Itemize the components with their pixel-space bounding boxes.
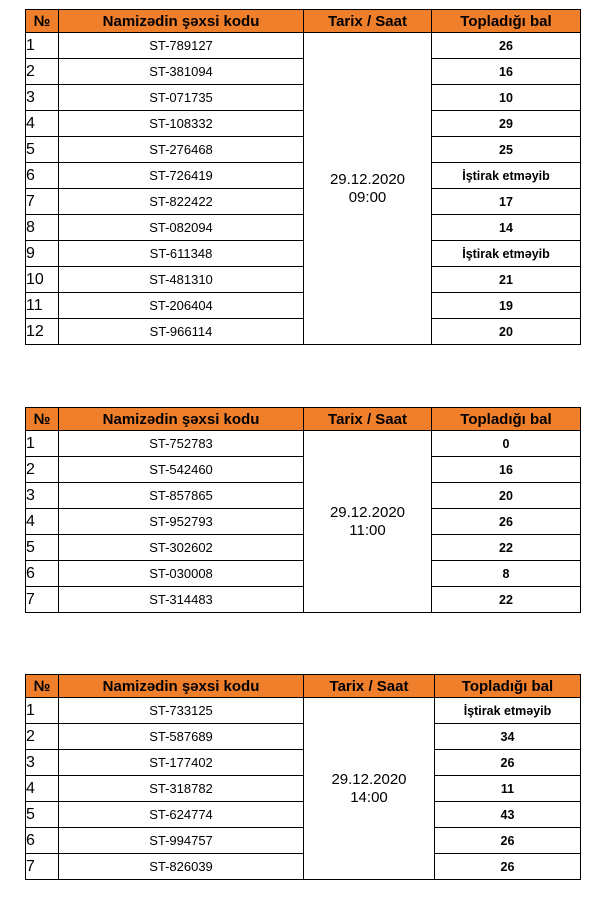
table-row [26,802,581,828]
table-row [26,431,581,457]
candidate-score: 26 [435,750,581,776]
candidate-code: ST-381094 [59,59,304,85]
candidate-code: ST-542460 [59,457,304,483]
table-row [26,483,581,509]
table-row [26,293,581,319]
table-row [26,85,581,111]
header-score: Topladığı bal [432,10,581,33]
row-number: 6 [26,561,59,587]
candidate-code: ST-314483 [59,587,304,613]
row-number: 10 [26,267,59,293]
row-number: 1 [26,698,59,724]
header-date-time: Tarix / Saat [304,675,435,698]
row-number: 1 [26,33,59,59]
table-row [26,215,581,241]
candidate-code: ST-826039 [59,854,304,880]
row-number: 8 [26,215,59,241]
candidate-code: ST-302602 [59,535,304,561]
header-candidate-code: Namizədin şəxsi kodu [59,10,304,33]
table-row [26,561,581,587]
table-row [26,267,581,293]
header-score: Topladığı bal [432,408,581,431]
session-date-time [304,33,432,345]
candidate-code: ST-082094 [59,215,304,241]
header-row [26,10,581,33]
session-time: 14:00 [350,788,388,806]
header-candidate-code: Namizədin şəxsi kodu [59,408,304,431]
candidate-score: 16 [432,59,581,85]
row-number: 7 [26,587,59,613]
candidate-score: 29 [432,111,581,137]
candidate-score: 26 [432,509,581,535]
candidate-code: ST-071735 [59,85,304,111]
table-row [26,750,581,776]
candidate-score: 26 [432,33,581,59]
row-number: 9 [26,241,59,267]
candidate-code: ST-624774 [59,802,304,828]
header-date-time: Tarix / Saat [304,10,432,33]
header-candidate-code: Namizədin şəxsi kodu [59,675,304,698]
header-score: Topladığı bal [435,675,581,698]
table-row [26,457,581,483]
candidate-score: 11 [435,776,581,802]
row-number: 4 [26,776,59,802]
table-row [26,828,581,854]
header-number: № [26,408,59,431]
candidate-code: ST-108332 [59,111,304,137]
candidate-score: İştirak etməyib [432,163,581,189]
candidate-code: ST-733125 [59,698,304,724]
session-date-time [304,698,435,880]
table-row [26,854,581,880]
candidate-code: ST-966114 [59,319,304,345]
session-table-1 [25,9,581,345]
candidate-code: ST-177402 [59,750,304,776]
candidate-score: 16 [432,457,581,483]
row-number: 2 [26,724,59,750]
row-number: 3 [26,483,59,509]
candidate-code: ST-587689 [59,724,304,750]
session-time: 11:00 [349,521,386,539]
row-number: 5 [26,535,59,561]
row-number: 4 [26,509,59,535]
session-date: 29.12.2020 [329,170,406,188]
candidate-score: 22 [432,535,581,561]
candidate-score: 26 [435,854,581,880]
table-row [26,698,581,724]
table-row [26,189,581,215]
row-number: 5 [26,137,59,163]
header-number: № [26,675,59,698]
row-number: 4 [26,111,59,137]
candidate-code: ST-276468 [59,137,304,163]
header-date-time: Tarix / Saat [304,408,432,431]
row-number: 6 [26,828,59,854]
candidate-score: 19 [432,293,581,319]
candidate-score: İştirak etməyib [432,241,581,267]
candidate-score: 14 [432,215,581,241]
candidate-code: ST-857865 [59,483,304,509]
session-table-2 [25,407,581,613]
candidate-code: ST-206404 [59,293,304,319]
candidate-code: ST-726419 [59,163,304,189]
table-row [26,724,581,750]
candidate-code: ST-030008 [59,561,304,587]
header-row [26,675,581,698]
candidate-score: 10 [432,85,581,111]
row-number: 6 [26,163,59,189]
candidate-score: 25 [432,137,581,163]
table-row [26,509,581,535]
row-number: 11 [26,293,59,319]
table-row [26,535,581,561]
table-row [26,163,581,189]
candidate-score: 26 [435,828,581,854]
candidate-score: 21 [432,267,581,293]
row-number: 2 [26,59,59,85]
candidate-score: 20 [432,319,581,345]
table-row [26,33,581,59]
candidate-score: 43 [435,802,581,828]
candidate-code: ST-952793 [59,509,304,535]
candidate-code: ST-481310 [59,267,304,293]
session-date: 29.12.2020 [329,503,406,521]
table-row [26,241,581,267]
table-row [26,137,581,163]
header-number: № [26,10,59,33]
table-row [26,776,581,802]
candidate-code: ST-994757 [59,828,304,854]
row-number: 3 [26,85,59,111]
table-row [26,319,581,345]
table-row [26,59,581,85]
session-time: 09:00 [348,188,387,206]
session-table-3 [25,674,581,880]
row-number: 3 [26,750,59,776]
session-date: 29.12.2020 [331,770,407,788]
candidate-code: ST-611348 [59,241,304,267]
row-number: 1 [26,431,59,457]
candidate-score: 0 [432,431,581,457]
table-row [26,111,581,137]
row-number: 5 [26,802,59,828]
header-row [26,408,581,431]
candidate-score: 8 [432,561,581,587]
row-number: 12 [26,319,59,345]
candidate-code: ST-318782 [59,776,304,802]
candidate-code: ST-789127 [59,33,304,59]
row-number: 7 [26,189,59,215]
row-number: 7 [26,854,59,880]
candidate-score: 17 [432,189,581,215]
candidate-score: 34 [435,724,581,750]
row-number: 2 [26,457,59,483]
candidate-score: 22 [432,587,581,613]
candidate-score: İştirak etməyib [435,698,581,724]
candidate-score: 20 [432,483,581,509]
candidate-code: ST-822422 [59,189,304,215]
candidate-code: ST-752783 [59,431,304,457]
table-row [26,587,581,613]
session-date-time [304,431,432,613]
